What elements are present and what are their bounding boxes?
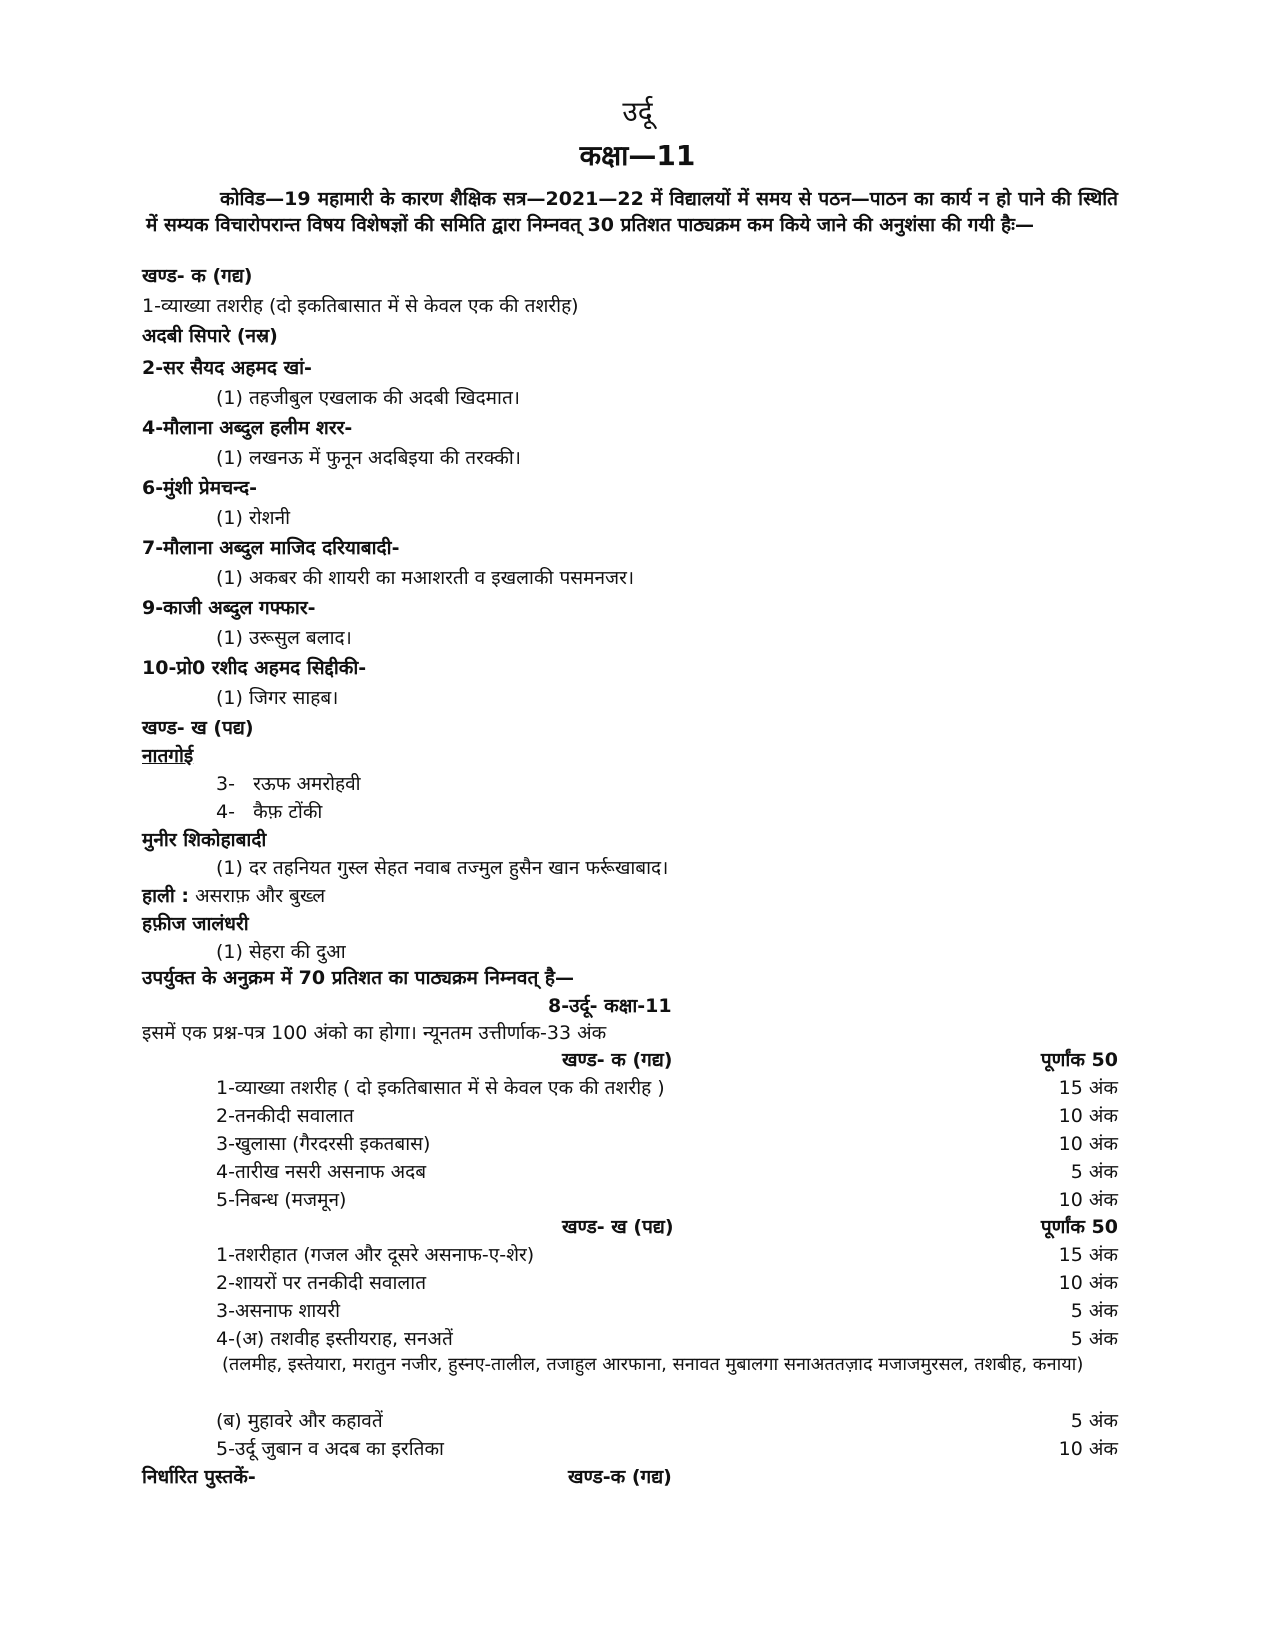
hali-label: हाली : <box>142 885 190 907</box>
class-title: कक्षा—11 <box>579 139 696 172</box>
poet-item: 4- कैफ़ टोंकी <box>216 801 323 823</box>
paper-title: 8-उर्दू- कक्षा-11 <box>548 995 672 1017</box>
lesson-item: (1) जिगर साहब। <box>216 687 339 709</box>
syllabus-marks: 10 अंक <box>1058 1189 1118 1211</box>
lesson-item: (1) लखनऊ में फुनून अदबिइया की तरक्की। <box>216 447 521 469</box>
hali-text: असराफ़ और बुख्ल <box>189 885 326 907</box>
lesson-item: (1) उरूसुल बलाद। <box>216 627 352 649</box>
lesson-item: (1) रोशनी <box>216 507 291 529</box>
syllabus-item: 5-निबन्ध (मजमून) <box>216 1189 347 1211</box>
syllabus-item: 1-व्याख्या तशरीह ( दो इकतिबासात में से केवल एक की तशरीह ) <box>216 1077 665 1099</box>
prescribed-books-section: खण्ड-क (गद्य) <box>568 1466 672 1488</box>
syllabus-marks: 5 अंक <box>1070 1328 1118 1350</box>
syllabus-item: (ब) मुहावरे और कहावतें <box>216 1410 383 1432</box>
syllabus-item: 2-तनकीदी सवालात <box>216 1105 354 1127</box>
author-heading: 10-प्रो0 रशीद अहमद सिद्दीकी- <box>142 657 367 679</box>
reduced-item-text: 1-व्याख्या तशरीह (दो इकतिबासात में से केवल एक की तशरीह) <box>142 295 579 317</box>
author-heading: 4-मौलाना अब्दुल हलीम शरर- <box>142 417 353 439</box>
syllabus-item: 3-खुलासा (गैरदरसी इकतबास) <box>216 1133 431 1155</box>
syllabus-item: 4-(अ) तशवीह इस्तीयराह, सनअतें <box>216 1328 453 1350</box>
figures-of-speech-list: (तलमीह, इस्तेयारा, मरातुन नजीर, हुस्नए-तालील, तजाहुल आरफाना, सनावत मुबालगा सनाअततज़ाद मजाजमुरसल, तशबीह, कनाया) <box>222 1354 1084 1375</box>
syllabus-marks: 5 अंक <box>1070 1410 1118 1432</box>
prescribed-books-label: निर्धारित पुस्तकें- <box>142 1466 256 1488</box>
syllabus-item: 5-उर्दू जुबान व अदब का इरतिका <box>216 1438 444 1460</box>
section-b-total: पूर्णांक 50 <box>1040 1216 1118 1238</box>
syllabus-marks: 15 अंक <box>1058 1244 1118 1266</box>
syllabus-marks: 5 अंक <box>1070 1300 1118 1322</box>
section-heading-poetry: खण्ड- ख (पद्य) <box>142 717 254 739</box>
hali-line <box>142 882 325 908</box>
paper-info: इसमें एक प्रश्न-पत्र 100 अंको का होगा। न्यूनतम उत्तीर्णाक-33 अंक <box>142 1022 607 1044</box>
section-a-total: पूर्णांक 50 <box>1040 1049 1118 1071</box>
poem-item: (1) दर तहनियत गुस्ल सेहत नवाब तज्मुल हुसैन खान फर्रूखाबाद। <box>216 857 669 879</box>
syllabus-item: 4-तारीख नसरी असनाफ अदब <box>216 1161 427 1183</box>
author-heading: 7-मौलाना अब्दुल माजिद दरियाबादी- <box>142 537 400 559</box>
syllabus-item: 1-तशरीहात (गजल और दूसरे असनाफ-ए-शेर) <box>216 1244 535 1266</box>
syllabus-marks: 5 अंक <box>1070 1161 1118 1183</box>
syllabus-marks: 10 अंक <box>1058 1105 1118 1127</box>
syllabus-marks: 10 अंक <box>1058 1133 1118 1155</box>
book-heading: अदबी सिपारे (नस्र) <box>142 325 278 347</box>
section-heading-prose: खण्ड- क (गद्य) <box>142 265 253 287</box>
syllabus-marks: 10 अंक <box>1058 1438 1118 1460</box>
poem-item: (1) सेहरा की दुआ <box>216 941 346 963</box>
intro-paragraph: कोविड—19 महामारी के कारण शैक्षिक सत्र—2021—22 में विद्यालयों में समय से पठन—पाठन का कार्य न हो पाने की स्थिति में सम्यक विचारोपरान्त विषय विशेषज्ञों की समिति द्वारा निम्नवत् 30 प्रतिशत पाठ्यक्रम कम किये जाने की अनुशंसा की गयी हैः— <box>146 188 1118 236</box>
author-heading: 2-सर सैयद अहमद खां- <box>142 357 312 379</box>
syllabus-item: 3-असनाफ शायरी <box>216 1300 341 1322</box>
author-heading: 6-मुंशी प्रेमचन्द- <box>142 477 258 499</box>
poet-item: 3- रऊफ अमरोहवी <box>216 773 361 795</box>
section-a-title: खण्ड- क (गद्य) <box>562 1049 673 1071</box>
lesson-item: (1) तहजीबुल एखलाक की अदबी खिदमात। <box>216 387 520 409</box>
syllabus-marks: 10 अंक <box>1058 1272 1118 1294</box>
syllabus-marks: 15 अंक <box>1058 1077 1118 1099</box>
lesson-item: (1) अकबर की शायरी का मआशरती व इखलाकी पसमनजर। <box>216 567 635 589</box>
remaining-intro: उपर्युक्त के अनुक्रम में 70 प्रतिशत का पाठ्यक्रम निम्नवत् है— <box>142 967 575 989</box>
subject-title: उर्दू <box>622 95 653 128</box>
naatgoi-heading: नातगोई <box>142 745 194 767</box>
syllabus-item: 2-शायरों पर तनकीदी सवालात <box>216 1272 427 1294</box>
poet-heading: मुनीर शिकोहाबादी <box>142 829 267 851</box>
section-b-title: खण्ड- ख (पद्य) <box>562 1216 674 1238</box>
poet-heading: हफ़ीज जालंधरी <box>142 913 249 935</box>
author-heading: 9-काजी अब्दुल गफ्फार- <box>142 597 316 619</box>
